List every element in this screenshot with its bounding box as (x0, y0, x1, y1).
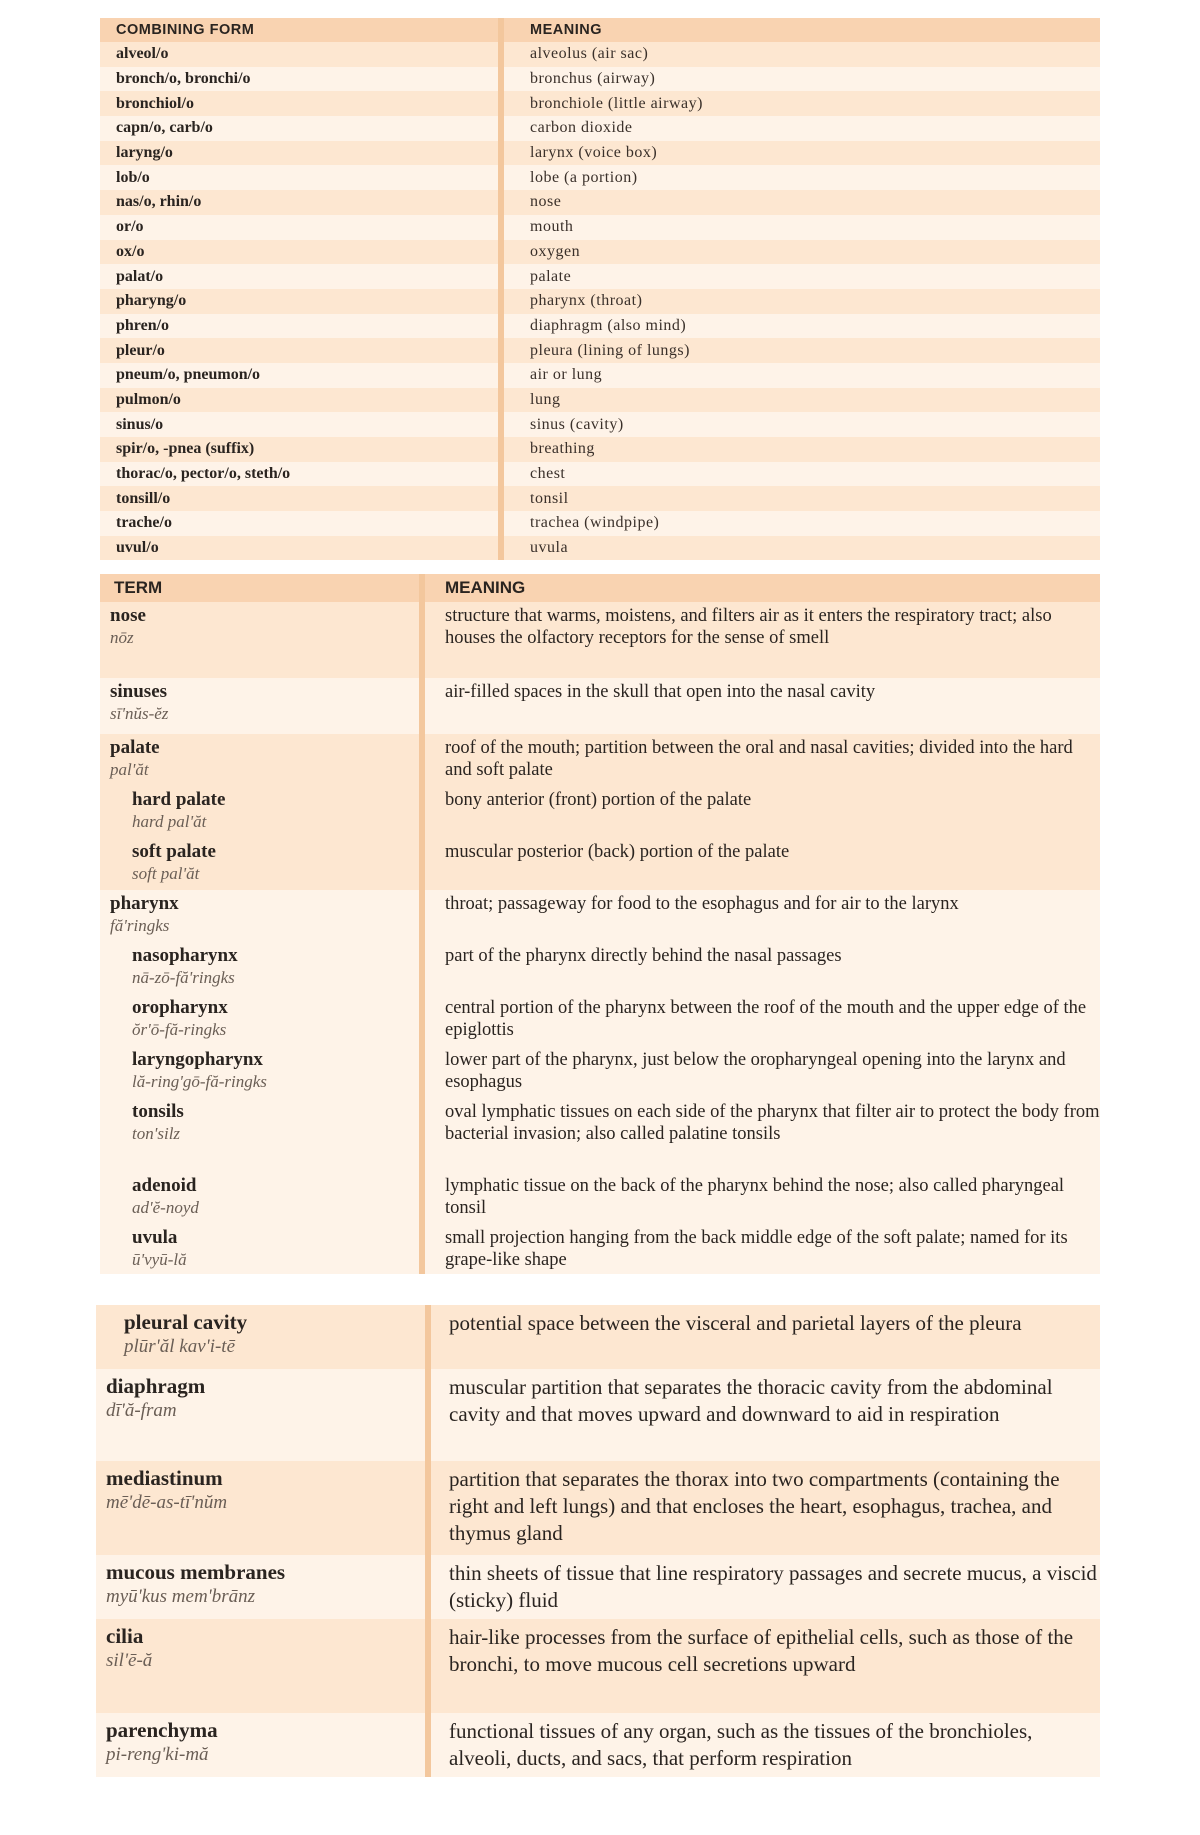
table-row (100, 240, 1100, 265)
term-pronunciation: sil'ē-ă (106, 1650, 153, 1671)
meaning-cell: carbon dioxide (530, 119, 633, 137)
terms-continued-body (96, 1305, 1100, 1777)
term-definition: part of the pharynx directly behind the nasal passages (445, 946, 842, 966)
header-meaning: MEANING (530, 22, 602, 38)
term-name: oropharynx (132, 997, 228, 1018)
term-cell (96, 1305, 431, 1369)
term-name: mediastinum (106, 1466, 223, 1490)
combining-form-cell: pneum/o, pneumon/o (100, 363, 504, 388)
table-row (100, 678, 1100, 734)
combining-form-cell: bronchiol/o (100, 91, 504, 116)
meaning-cell: lung (530, 390, 561, 408)
table-row (100, 511, 1100, 536)
combining-form-cell: thorac/o, pector/o, steth/o (100, 462, 504, 487)
table-row (100, 536, 1100, 561)
definition-cell (431, 1619, 1100, 1713)
combining-forms-table (100, 18, 1100, 560)
term-definition: structure that warms, moistens, and filters air as it enters the respiratory tract; also houses the olfactory receptors for the sense of smell (445, 606, 1052, 648)
table-row (100, 91, 1100, 116)
table-row (100, 734, 1100, 890)
term-pronunciation: ad'ĕ-noyd (132, 1198, 199, 1217)
term-name: pleural cavity (124, 1310, 248, 1334)
table-row (100, 116, 1100, 141)
term-name: parenchyma (106, 1718, 218, 1742)
term-name: soft palate (132, 841, 216, 862)
term-definition: air-filled spaces in the skull that open into the nasal cavity (445, 682, 876, 702)
meaning-cell: alveolus (air sac) (530, 45, 649, 63)
combining-form-cell: alveol/o (100, 42, 504, 67)
definition-cell (431, 1305, 1100, 1369)
combining-form-cell: bronch/o, bronchi/o (100, 67, 504, 92)
term-definition: potential space between the visceral and parietal layers of the pleura (449, 1311, 1022, 1335)
combining-forms-body (100, 42, 1100, 560)
table-row (96, 1305, 1100, 1369)
combining-form-cell: capn/o, carb/o (100, 116, 504, 141)
term-pronunciation: sī'nŭs-ĕz (110, 704, 169, 723)
term-name: diaphragm (106, 1374, 206, 1398)
combining-form-cell: pharyng/o (100, 289, 504, 314)
term-definition: throat; passageway for food to the esophagus and for air to the larynx (445, 894, 959, 914)
table-row (100, 338, 1100, 363)
meaning-cell: trachea (windpipe) (530, 514, 660, 532)
term-definition: functional tissues of any organ, such as the tissues of the bronchioles, alveoli, ducts, and sacs, that perform respiration (449, 1719, 1033, 1770)
term-pronunciation: plūr'ăl kav'i-tē (124, 1336, 236, 1357)
table-row (96, 1369, 1100, 1461)
term-definition: partition that separates the thorax into two compartments (containing the right and left lungs) and that encloses the heart, esophagus, trachea, and thymus gland (449, 1467, 1060, 1545)
table-row (100, 388, 1100, 413)
term-pronunciation: pal'ăt (110, 760, 149, 779)
combining-form-cell: palat/o (100, 264, 504, 289)
term-name: cilia (106, 1624, 144, 1648)
term-cell (96, 1619, 431, 1713)
meaning-cell: bronchiole (little airway) (530, 94, 703, 112)
combining-form-cell: tonsill/o (100, 486, 504, 511)
table-row (100, 602, 1100, 678)
table-row (100, 412, 1100, 437)
definition-cell (431, 1461, 1100, 1555)
table-row (100, 437, 1100, 462)
definition-cell (431, 1555, 1100, 1619)
meaning-cell: air or lung (530, 366, 603, 384)
meaning-cell: sinus (cavity) (530, 415, 624, 433)
meaning-cell: bronchus (airway) (530, 70, 656, 88)
term-name: hard palate (132, 789, 226, 810)
meaning-cell: palate (530, 267, 572, 285)
meaning-cell: pleura (lining of lungs) (530, 341, 690, 359)
combining-form-cell: pulmon/o (100, 388, 504, 413)
term-cell (96, 1461, 431, 1555)
definition-cell (431, 1369, 1100, 1461)
combining-form-cell: or/o (100, 215, 504, 240)
meaning-cell: lobe (a portion) (530, 168, 638, 186)
term-pronunciation: lă-ring'gō-fă-ringks (132, 1072, 267, 1091)
table-row (100, 42, 1100, 67)
term-pronunciation: pi-reng'ki-mă (106, 1744, 209, 1765)
term-name: mucous membranes (106, 1560, 286, 1584)
table-row (100, 314, 1100, 339)
meaning-cell: uvula (530, 539, 569, 557)
table-row (100, 264, 1100, 289)
table-row (96, 1555, 1100, 1619)
combining-form-cell: sinus/o (100, 412, 504, 437)
meaning-cell: chest (530, 465, 566, 483)
term-cell (96, 1713, 431, 1777)
table-row (100, 141, 1100, 166)
term-pronunciation: fă'ringks (110, 916, 170, 935)
term-pronunciation: nōz (110, 628, 134, 647)
combining-forms-header (100, 18, 1100, 42)
meaning-cell: tonsil (530, 489, 569, 507)
table-row (96, 1713, 1100, 1777)
term-definition: oval lymphatic tissues on each side of the pharynx that filter air to protect the body from bacterial invasion; also called palatine tonsils (445, 1102, 1100, 1144)
combining-form-cell: laryng/o (100, 141, 504, 166)
term-definition: central portion of the pharynx between the roof of the mouth and the upper edge of the epiglottis (445, 998, 1087, 1040)
term-name: palate (110, 737, 160, 758)
table-row (96, 1619, 1100, 1713)
table-row (100, 190, 1100, 215)
term-pronunciation: nā-zō-fă'ringks (132, 968, 235, 987)
table-row (100, 363, 1100, 388)
table-row (96, 1461, 1100, 1555)
meaning-cell: mouth (530, 218, 574, 236)
term-definition: hair-like processes from the surface of epithelial cells, such as those of the bronchi, to move mucous cell secretions upward (449, 1625, 1074, 1676)
table-row (100, 462, 1100, 487)
term-cell (96, 1369, 431, 1461)
table-row (100, 289, 1100, 314)
term-name: uvula (132, 1227, 178, 1248)
combining-form-cell: trache/o (100, 511, 504, 536)
meaning-cell: diaphragm (also mind) (530, 316, 687, 334)
combining-form-cell: ox/o (100, 240, 504, 265)
term-definition: roof of the mouth; partition between the oral and nasal cavities; divided into the hard and soft palate (445, 738, 1073, 780)
term-name: adenoid (132, 1175, 197, 1196)
term-pronunciation: myū'kus mem'brānz (106, 1586, 256, 1607)
term-definition: small projection hanging from the back middle edge of the soft palate; named for its grape-like shape (445, 1228, 1068, 1270)
meaning-cell: larynx (voice box) (530, 144, 658, 162)
term-definition: muscular posterior (back) portion of the palate (445, 842, 790, 862)
terms-table-continued (96, 1305, 1100, 1777)
combining-form-cell: spir/o, -pnea (suffix) (100, 437, 504, 462)
term-name: sinuses (110, 681, 168, 702)
term-definition: muscular partition that separates the thoracic cavity from the abdominal cavity and that moves upward and downward to aid in respiration (449, 1375, 1053, 1426)
term-pronunciation: hard pal'ăt (132, 812, 207, 831)
header-meaning: MEANING (445, 578, 526, 597)
term-pronunciation: mē'dē-as-tī'nŭm (106, 1492, 228, 1513)
combining-form-cell: uvul/o (100, 536, 504, 561)
term-pronunciation: dī'ă-fram (106, 1400, 177, 1421)
header-term: TERM (100, 574, 425, 602)
combining-form-cell: lob/o (100, 165, 504, 190)
header-combining-form: COMBINING FORM (100, 18, 504, 42)
term-name: nose (110, 605, 146, 626)
combining-form-cell: phren/o (100, 314, 504, 339)
table-row (100, 486, 1100, 511)
term-pronunciation: soft pal'ăt (132, 864, 200, 883)
table-row (100, 890, 1100, 1274)
term-pronunciation: ton'silz (132, 1124, 181, 1143)
term-definition: lymphatic tissue on the back of the pharynx behind the nose; also called pharyngeal tonsil (445, 1176, 1065, 1218)
combining-form-cell: nas/o, rhin/o (100, 190, 504, 215)
term-name: nasopharynx (132, 945, 238, 966)
meaning-cell: oxygen (530, 242, 581, 260)
term-name: tonsils (132, 1101, 184, 1122)
term-pronunciation: ū'vyū-lă (132, 1250, 187, 1269)
meaning-cell: nose (530, 193, 562, 211)
term-definition: thin sheets of tissue that line respiratory passages and secrete mucus, a viscid (sticky) fluid (449, 1561, 1097, 1612)
term-name: laryngopharynx (132, 1049, 263, 1070)
combining-form-cell: pleur/o (100, 338, 504, 363)
term-cell (96, 1555, 431, 1619)
definition-cell (431, 1713, 1100, 1777)
table-row (100, 215, 1100, 240)
term-name: pharynx (110, 893, 179, 914)
terms-header (100, 574, 1100, 602)
term-pronunciation: ŏr'ō-fă-ringks (132, 1020, 227, 1039)
term-definition: bony anterior (front) portion of the palate (445, 790, 752, 810)
meaning-cell: breathing (530, 440, 595, 458)
terms-table (100, 574, 1100, 1274)
table-row (100, 67, 1100, 92)
term-definition: lower part of the pharynx, just below the oropharyngeal opening into the larynx and esophagus (445, 1050, 1066, 1092)
meaning-cell: pharynx (throat) (530, 292, 643, 310)
table-row (100, 165, 1100, 190)
